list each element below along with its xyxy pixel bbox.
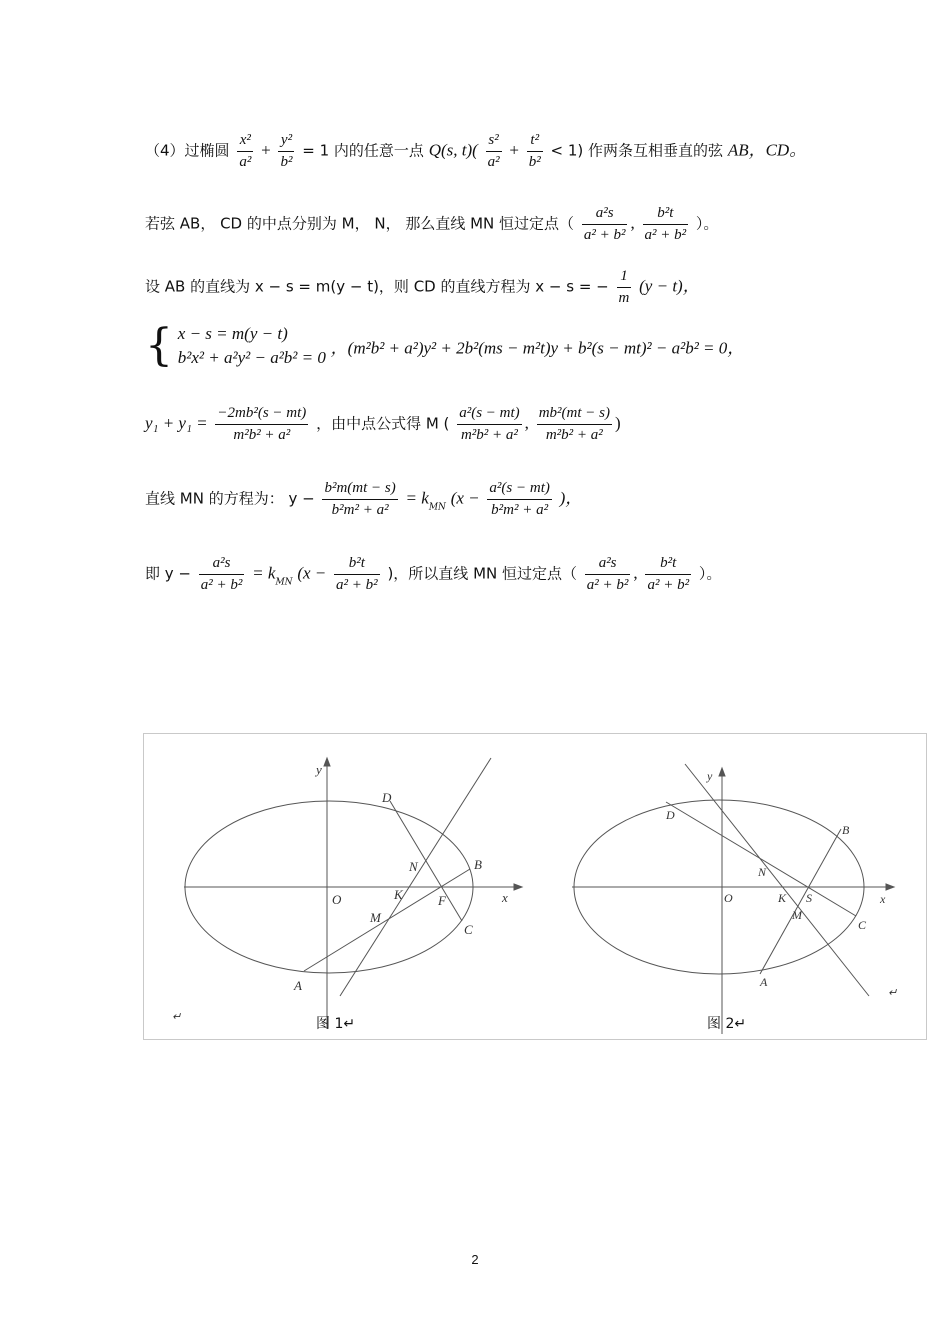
frac-den: a² + b² xyxy=(583,227,626,243)
x-term: (x − xyxy=(450,488,480,508)
label-s: S xyxy=(806,891,812,905)
slope-k: = k xyxy=(252,563,276,583)
system-equations xyxy=(178,322,326,370)
system-eq1: x − s = m(y − t) xyxy=(177,324,288,343)
fixed-point-claim: 若弦 AB， CD 的中点分别为 M， N， 那么直线 MN 恒过定点（ $\frac{\text{a²s}}{\text{a² + b²}}$ , $\frac{\text{b²t}}{\text{a² + b²}}$ ）。 xyxy=(145,205,719,243)
label-a: A xyxy=(760,975,768,989)
label-f: F xyxy=(438,893,446,908)
line-cd-tail: (y − t)， xyxy=(639,276,700,296)
figures-svg xyxy=(144,734,926,1039)
figures-panel xyxy=(143,733,927,1040)
frac-den: b²m² + a² xyxy=(491,502,549,518)
fraction-c2 xyxy=(334,555,380,594)
label-x: x xyxy=(502,890,508,905)
conclusion-end: ）。 xyxy=(698,564,722,583)
line-mn-2 xyxy=(685,764,869,996)
frac-den: m²b² + a² xyxy=(545,427,603,443)
quadratic-result: ，(m²b² + a²)y² + 2b²(ms − m²t)y + b²(s − mt)² − a²b² = 0， xyxy=(330,338,745,358)
fraction-y2-b2 xyxy=(278,132,294,171)
system-eq2: b²x² + a²y² − a²b² = 0 xyxy=(177,348,326,367)
sum-of-roots: y₁ + y₁ = $\frac{\text{−2mb²(s − mt)}}{\text{m²b² + a²}}$ ，由中点公式得 M ( $\frac{\text{a²(s − mt)}}{\text{m²b² + a²}}$ , $\frac{\text{mb²(mt − s)}}{\text{m²b² + a²}}$ ) xyxy=(145,405,621,443)
frac-den: a² + b² xyxy=(200,577,243,593)
frac-num: y² xyxy=(278,132,294,152)
conclusion-lead: 即 y − xyxy=(145,564,191,583)
fraction-my xyxy=(537,405,612,444)
chord-ab-1 xyxy=(304,869,470,971)
mn-end: )， xyxy=(559,488,583,508)
figure-2-labels xyxy=(665,769,897,999)
page-number: 2 xyxy=(471,1252,479,1267)
chords-label: AB，CD。 xyxy=(727,140,807,160)
label-c: C xyxy=(858,918,867,932)
intro-text: （4）过椭圆 xyxy=(145,141,230,160)
mn-lead: 直线 MN 的方程为： y − xyxy=(145,489,315,508)
figure-2-caption: 图 2↵ xyxy=(707,1016,747,1032)
fraction-mx2 xyxy=(487,480,551,519)
frac-den: b² xyxy=(528,154,541,170)
fraction-c1 xyxy=(199,555,245,594)
label-c: C xyxy=(464,922,473,937)
label-m: M xyxy=(370,910,381,925)
frac-den: m xyxy=(618,290,630,306)
frac-num: a²(s − mt) xyxy=(457,405,521,425)
slope-subscript: MN xyxy=(275,577,293,588)
label-d: D xyxy=(666,808,675,822)
frac-den: m²b² + a² xyxy=(460,427,518,443)
condition-text: < 1) 作两条互相垂直的弦 xyxy=(550,141,724,160)
frac-den: b² xyxy=(280,154,293,170)
y-arrow-2 xyxy=(719,768,725,776)
frac-den: a² + b² xyxy=(644,227,687,243)
label-o: O xyxy=(332,892,342,907)
frac-num: b²t xyxy=(334,555,380,575)
label-m: M xyxy=(792,908,802,922)
fraction-t2-b2 xyxy=(527,132,543,171)
fraction-mx xyxy=(457,405,521,444)
frac-num: a²s xyxy=(585,555,631,575)
frac-num: x² xyxy=(237,132,253,152)
slope-k: = k xyxy=(405,488,429,508)
label-k: K xyxy=(394,887,403,902)
frac-num: a²s xyxy=(582,205,628,225)
conclusion-line: 即 y − $\frac{\text{a²s}}{\text{a² + b²}}$ = $k_{MN}$ (x − $\frac{\text{b²t}}{\text{a² + b²}}$ )，所以直线 MN 恒过定点（ $\frac{\text{a²s}}{\text{a² + b²}}$ , $\frac{\text{b²t}}{\text{a² + b²}}$ ）。 xyxy=(145,555,722,593)
statement-line: （4）过椭圆 $\frac{\text{x²}}{\text{a²}}$ + $\frac{\text{y²}}{\text{b²}}$ = 1 内的任意一点 Q(s, t)( $\frac{\text{s²}}{\text{a²}}$ + $\frac{\text{t²}}{\text{b²}}$ < 1) 作两条互相垂直的弦 AB，CD。 xyxy=(145,132,807,170)
x-arrow-1 xyxy=(514,884,522,890)
y-arrow-1 xyxy=(324,758,330,766)
label-b: B xyxy=(842,823,850,837)
return-mark: ↵ xyxy=(172,1011,182,1023)
frac-num: t² xyxy=(527,132,543,152)
chord-ab-2 xyxy=(760,829,841,974)
figure-1-caption: 图 1↵ xyxy=(316,1016,356,1032)
fraction-1-m xyxy=(617,268,632,307)
label-o: O xyxy=(724,891,733,905)
conclusion-text: )，所以直线 MN 恒过定点（ xyxy=(387,564,578,583)
frac-den: a² + b² xyxy=(336,577,378,593)
frac-den: m²b² + a² xyxy=(233,427,291,443)
x-term: (x − xyxy=(297,563,327,583)
fraction-c3 xyxy=(585,555,631,594)
label-y: y xyxy=(707,769,713,783)
frac-den: a² + b² xyxy=(647,577,690,593)
frac-num: a²(s − mt) xyxy=(487,480,551,500)
label-k: K xyxy=(778,891,787,905)
label-a: A xyxy=(294,978,302,993)
label-n: N xyxy=(409,859,418,874)
label-d: D xyxy=(382,790,392,805)
fraction-px xyxy=(582,205,628,244)
fraction-sum xyxy=(215,405,308,444)
x-arrow-2 xyxy=(886,884,894,890)
claim-text: 若弦 AB， CD 的中点分别为 M， N， 那么直线 MN 恒过定点（ xyxy=(145,214,575,233)
figure-2-diagram xyxy=(572,764,894,1034)
ellipse-equation-text: = 1 内的任意一点 xyxy=(302,141,424,160)
sum-lhs: y₁ + y₁ = xyxy=(145,413,208,433)
point-q: Q(s, t)( xyxy=(428,140,478,160)
left-brace: { xyxy=(145,320,173,371)
claim-close: ）。 xyxy=(695,214,719,233)
return-mark: ↵ xyxy=(888,987,898,999)
frac-den: b²m² + a² xyxy=(331,502,389,518)
frac-num: 1 xyxy=(617,268,632,288)
slope-subscript: MN xyxy=(428,502,446,513)
label-y: y xyxy=(316,762,322,777)
fraction-s2-a2 xyxy=(486,132,502,171)
frac-num: b²t xyxy=(645,555,691,575)
frac-den: a² xyxy=(487,154,500,170)
line-ab-cd-text: 设 AB 的直线为 x − s = m(y − t)，则 CD 的直线方程为 x − s = − xyxy=(145,277,609,296)
fraction-py xyxy=(643,205,689,244)
label-x: x xyxy=(880,892,886,906)
frac-num: mb²(mt − s) xyxy=(537,405,612,425)
midpoint-text: ，由中点公式得 M ( xyxy=(316,414,450,433)
label-b: B xyxy=(474,857,482,872)
figure-1-diagram xyxy=(184,758,522,1029)
fraction-c4 xyxy=(645,555,691,594)
frac-num: −2mb²(s − mt) xyxy=(215,405,308,425)
mn-line-equation xyxy=(145,480,582,519)
frac-den: a² + b² xyxy=(586,577,629,593)
equation-system xyxy=(145,322,744,370)
fraction-my2 xyxy=(322,480,397,519)
frac-num: s² xyxy=(486,132,502,152)
label-n: N xyxy=(758,865,767,879)
line-mn-1 xyxy=(340,758,491,996)
frac-num: b²t xyxy=(643,205,689,225)
frac-num: a²s xyxy=(199,555,245,575)
chord-cd-2 xyxy=(666,802,856,916)
line-equations xyxy=(145,268,700,307)
frac-num: b²m(mt − s) xyxy=(322,480,397,500)
frac-den: a² xyxy=(239,154,252,170)
fraction-x2-a2 xyxy=(237,132,253,171)
